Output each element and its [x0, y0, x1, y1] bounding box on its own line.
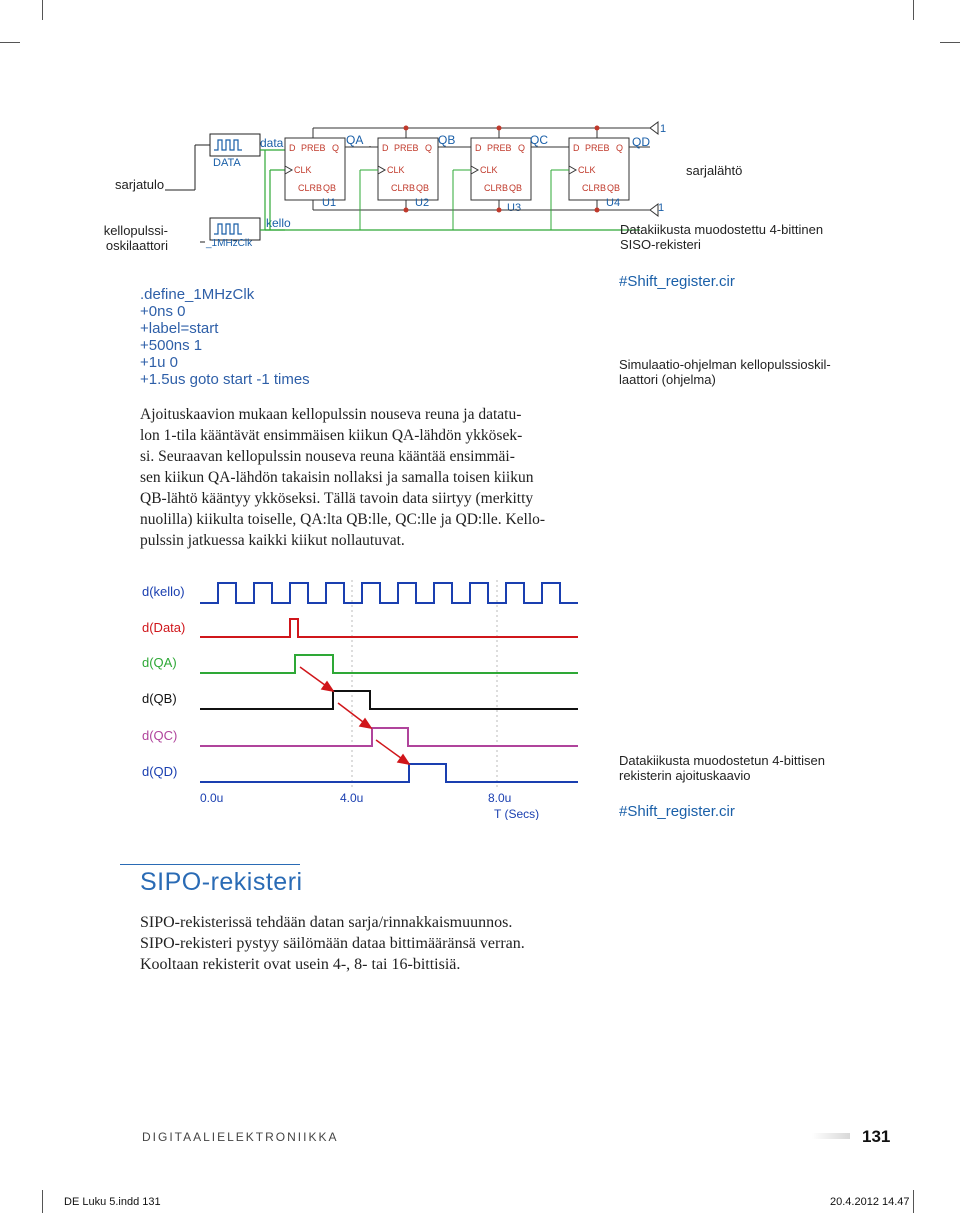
- paragraph-line: pulssin jatkuessa kaikki kiikut nollautuvat.: [140, 532, 405, 549]
- svg-text:CLK: CLK: [294, 165, 312, 175]
- file-tag-bottom: #Shift_register.cir: [619, 803, 735, 820]
- timing-diagram: [120, 575, 600, 820]
- crop-mark: [940, 42, 960, 43]
- code-line: +label=start: [140, 320, 219, 337]
- svg-text:QC: QC: [530, 133, 548, 147]
- crop-mark: [913, 0, 914, 20]
- section-body: [140, 912, 525, 975]
- svg-text:1: 1: [658, 202, 665, 214]
- section-title: SIPO-rekisteri: [140, 868, 303, 896]
- section-line: SIPO-rekisterissä tehdään datan sarja/rinnakkaismuunnos.: [140, 914, 513, 931]
- svg-text:Q: Q: [518, 143, 526, 153]
- svg-text:U1: U1: [322, 197, 337, 209]
- crop-mark: [913, 1190, 914, 1213]
- svg-text:QB: QB: [323, 183, 337, 193]
- svg-text:D: D: [573, 143, 580, 153]
- trace-data: [200, 619, 578, 637]
- schematic-caption: Datakiikusta muodostettu 4-bittinen SISO-rekisteri: [620, 222, 824, 252]
- svg-text:CLRB: CLRB: [484, 183, 509, 193]
- crop-mark: [42, 1190, 43, 1213]
- tick-label: 8.0u: [488, 791, 512, 805]
- svg-text:CLK: CLK: [480, 165, 498, 175]
- svg-text:CLK: CLK: [578, 165, 596, 175]
- svg-text:QD: QD: [632, 135, 650, 149]
- paragraph-line: QB-lähtö kääntyy ykköseksi. Tällä tavoin data siirtyy (merkitty: [140, 490, 534, 507]
- svg-text:D: D: [382, 143, 389, 153]
- paragraph-line: si. Seuraavan kellopulssin nouseva reuna kääntää ensimmäi-: [140, 448, 515, 465]
- svg-text:Q: Q: [425, 143, 433, 153]
- paragraph-line: nuolilla) kiikulta toiselle, QA:lta QB:lle, QC:lle ja QD:lle. Kello-: [140, 511, 546, 528]
- data-source-label: DATA: [213, 157, 241, 169]
- svg-text:CLRB: CLRB: [391, 183, 416, 193]
- crop-mark: [42, 0, 43, 20]
- svg-text:U2: U2: [415, 197, 430, 209]
- label-sarjalahto: sarjalähtö: [686, 163, 743, 178]
- timing-caption: Datakiikusta muodostetun 4-bittisen rekisterin ajoituskaavio: [619, 753, 825, 783]
- svg-text:QA: QA: [346, 133, 364, 147]
- svg-text:U4: U4: [606, 197, 621, 209]
- body-paragraph: [140, 404, 614, 551]
- signal-label-qc: d(QC): [142, 728, 178, 743]
- label-kellopulssi: kellopulssi- oskilaattori: [103, 223, 168, 253]
- trace-qc: [200, 728, 578, 746]
- trace-qa: [200, 655, 578, 673]
- signal-label-qb: d(QB): [142, 691, 177, 706]
- section-line: SIPO-rekisteri pystyy säilömään dataa bittimääränsä verran.: [140, 935, 525, 952]
- page-number: 131: [862, 1127, 891, 1146]
- code-line: .define_1MHzClk: [140, 286, 255, 303]
- svg-text:PREB: PREB: [487, 143, 512, 153]
- section-rule: [120, 864, 300, 865]
- svg-text:CLK: CLK: [387, 165, 405, 175]
- code-line: +1u 0: [140, 354, 178, 371]
- code-line: +0ns 0: [140, 303, 186, 320]
- slug-date: 20.4.2012 14.47: [830, 1196, 910, 1208]
- tick-label: 4.0u: [340, 791, 364, 805]
- code-line: +500ns 1: [140, 337, 203, 354]
- svg-text:Q: Q: [616, 143, 624, 153]
- siso-schematic: [0, 110, 960, 270]
- svg-text:PREB: PREB: [301, 143, 326, 153]
- svg-text:D: D: [289, 143, 296, 153]
- slug-file: DE Luku 5.indd 131: [64, 1196, 161, 1208]
- svg-text:PREB: PREB: [394, 143, 419, 153]
- clock-source-label: _1MHzClk: [206, 238, 253, 249]
- svg-text:U3: U3: [507, 202, 522, 214]
- label-sarjatulo: sarjatulo: [115, 177, 165, 192]
- simulation-caption: Simulaatio-ohjelman kellopulssioskil- laattori (ohjelma): [619, 357, 831, 387]
- signal-label-kello: d(kello): [142, 584, 185, 599]
- svg-text:CLRB: CLRB: [582, 183, 607, 193]
- svg-text:QB: QB: [607, 183, 621, 193]
- crop-mark: [0, 42, 20, 43]
- trace-kello: [200, 583, 578, 603]
- signal-label-qa: d(QA): [142, 655, 177, 670]
- svg-text:Q: Q: [332, 143, 340, 153]
- svg-text:QB: QB: [438, 133, 456, 147]
- code-line: +1.5us goto start -1 times: [140, 371, 310, 388]
- clock-definition-code: [140, 286, 310, 388]
- trace-qb: [200, 691, 578, 709]
- paragraph-line: sen kiikun QA-lähdön takaisin nollaksi ja samalla toisen kiikun: [140, 469, 534, 486]
- svg-text:D: D: [475, 143, 482, 153]
- x-axis-label: T (Secs): [494, 807, 540, 820]
- paragraph-line: Ajoituskaavion mukaan kellopulssin nouseva reuna ja datatu-: [140, 406, 522, 423]
- net-kello-label: kello: [266, 216, 291, 230]
- svg-text:QB: QB: [416, 183, 430, 193]
- net-data-label: data: [260, 136, 284, 150]
- svg-text:QB: QB: [509, 183, 523, 193]
- file-tag-top: #Shift_register.cir: [619, 273, 735, 290]
- svg-text:PREB: PREB: [585, 143, 610, 153]
- trace-qd: [200, 764, 578, 782]
- book-title: DIGITAALIELEKTRONIIKKA: [142, 1130, 339, 1144]
- section-line: Kooltaan rekisterit ovat usein 4-, 8- tai 16-bittisiä.: [140, 956, 461, 973]
- signal-label-data: d(Data): [142, 620, 186, 635]
- svg-text:CLRB: CLRB: [298, 183, 323, 193]
- footer-gradient-bar: [812, 1133, 850, 1139]
- tick-label: 0.0u: [200, 791, 224, 805]
- paragraph-line: lon 1-tila kääntävät ensimmäisen kiikun QA-lähdön ykkösek-: [140, 427, 523, 444]
- svg-text:1: 1: [660, 123, 667, 135]
- signal-label-qd: d(QD): [142, 764, 178, 779]
